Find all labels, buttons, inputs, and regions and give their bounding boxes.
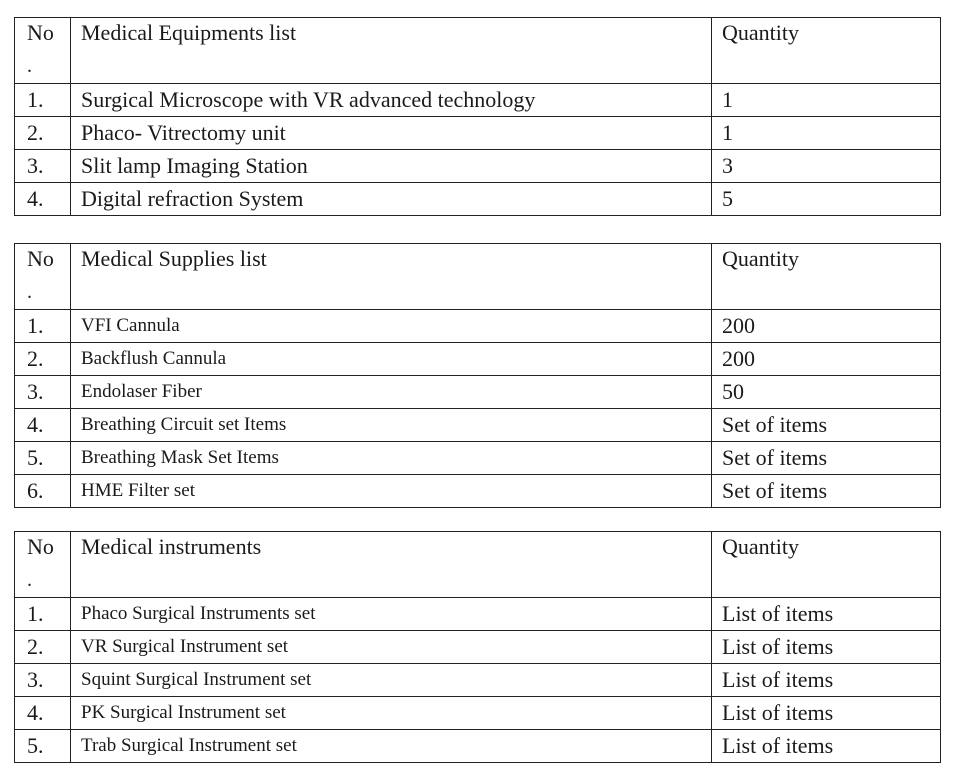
- row-number: 2.: [15, 631, 71, 664]
- header-quantity: Quantity: [712, 532, 941, 598]
- row-quantity: 3: [712, 150, 941, 183]
- row-item: Surgical Microscope with VR advanced technology: [71, 84, 712, 117]
- table-row: [15, 376, 941, 409]
- row-quantity: 5: [712, 183, 941, 216]
- row-item: PK Surgical Instrument set: [71, 697, 712, 730]
- row-number: 5.: [15, 730, 71, 763]
- supplies-table: [14, 243, 941, 508]
- table-row: [15, 664, 941, 697]
- header-quantity: Quantity: [712, 244, 941, 310]
- row-number: 4.: [15, 183, 71, 216]
- row-quantity: 1: [712, 117, 941, 150]
- row-item: Endolaser Fiber: [71, 376, 712, 409]
- row-quantity: List of items: [712, 631, 941, 664]
- row-quantity: Set of items: [712, 442, 941, 475]
- row-number: 3.: [15, 376, 71, 409]
- row-quantity: List of items: [712, 664, 941, 697]
- instruments-table: [14, 531, 941, 763]
- table-header-row: [15, 18, 941, 84]
- row-number: 5.: [15, 442, 71, 475]
- row-number: 4.: [15, 409, 71, 442]
- row-number: 3.: [15, 150, 71, 183]
- row-quantity: 200: [712, 343, 941, 376]
- row-item: Phaco Surgical Instruments set: [71, 598, 712, 631]
- row-item: VFI Cannula: [71, 310, 712, 343]
- header-quantity: Quantity: [712, 18, 941, 84]
- row-number: 1.: [15, 598, 71, 631]
- row-number: 6.: [15, 475, 71, 508]
- table-row: [15, 598, 941, 631]
- header-no: No .: [15, 18, 71, 84]
- header-no: No .: [15, 244, 71, 310]
- row-number: 3.: [15, 664, 71, 697]
- row-item: Breathing Circuit set Items: [71, 409, 712, 442]
- table-row: [15, 343, 941, 376]
- row-quantity: 50: [712, 376, 941, 409]
- row-number: 1.: [15, 84, 71, 117]
- header-item: Medical Equipments list: [71, 18, 712, 84]
- row-quantity: 200: [712, 310, 941, 343]
- row-item: VR Surgical Instrument set: [71, 631, 712, 664]
- table-header-row: [15, 244, 941, 310]
- equipment-table: [14, 17, 941, 216]
- row-number: 2.: [15, 343, 71, 376]
- table-row: [15, 442, 941, 475]
- header-item: Medical Supplies list: [71, 244, 712, 310]
- row-quantity: List of items: [712, 598, 941, 631]
- row-item: Slit lamp Imaging Station: [71, 150, 712, 183]
- row-quantity: Set of items: [712, 475, 941, 508]
- row-item: Phaco- Vitrectomy unit: [71, 117, 712, 150]
- row-item: Backflush Cannula: [71, 343, 712, 376]
- table-row: [15, 183, 941, 216]
- row-number: 2.: [15, 117, 71, 150]
- header-no: No .: [15, 532, 71, 598]
- row-item: Squint Surgical Instrument set: [71, 664, 712, 697]
- row-item: Trab Surgical Instrument set: [71, 730, 712, 763]
- row-item: HME Filter set: [71, 475, 712, 508]
- row-number: 4.: [15, 697, 71, 730]
- table-row: [15, 150, 941, 183]
- row-quantity: 1: [712, 84, 941, 117]
- row-item: Breathing Mask Set Items: [71, 442, 712, 475]
- row-quantity: List of items: [712, 697, 941, 730]
- row-quantity: Set of items: [712, 409, 941, 442]
- header-item: Medical instruments: [71, 532, 712, 598]
- row-number: 1.: [15, 310, 71, 343]
- table-header-row: [15, 532, 941, 598]
- table-row: [15, 697, 941, 730]
- row-quantity: List of items: [712, 730, 941, 763]
- table-row: [15, 730, 941, 763]
- table-row: [15, 117, 941, 150]
- table-row: [15, 409, 941, 442]
- table-row: [15, 310, 941, 343]
- table-row: [15, 631, 941, 664]
- table-row: [15, 475, 941, 508]
- table-row: [15, 84, 941, 117]
- row-item: Digital refraction System: [71, 183, 712, 216]
